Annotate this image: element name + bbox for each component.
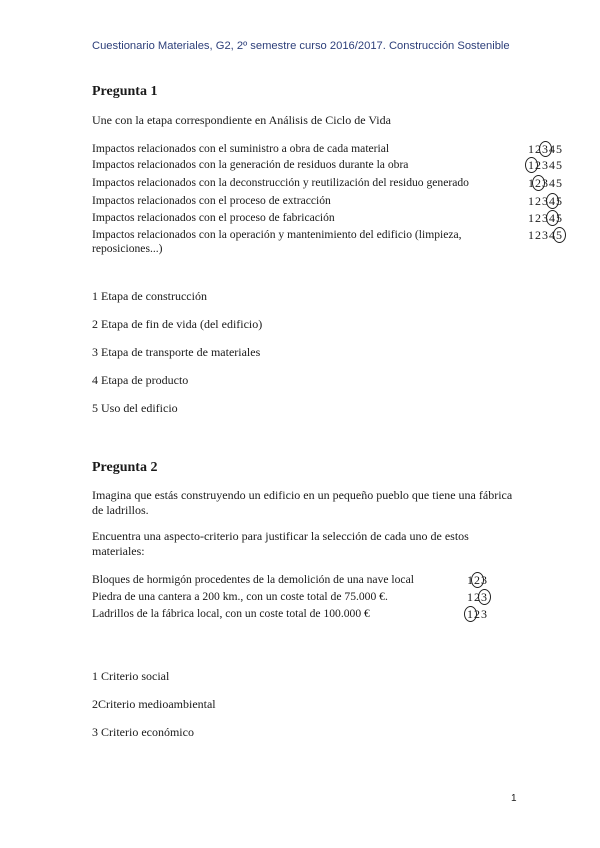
option[interactable]: 3 xyxy=(542,176,548,190)
question-2-title: Pregunta 2 xyxy=(92,460,158,475)
option[interactable]: 4 xyxy=(549,176,555,190)
question-1-title: Pregunta 1 xyxy=(92,84,158,99)
question-2-item-options xyxy=(466,607,487,621)
option[interactable]: 2 xyxy=(535,142,541,156)
option[interactable]: 3 xyxy=(481,607,487,621)
question-2-item xyxy=(92,607,487,621)
question-1-item xyxy=(92,142,562,156)
selected-option[interactable]: 5 xyxy=(556,228,562,242)
selected-option[interactable]: 3 xyxy=(481,590,487,604)
question-1-item-text: Impactos relacionados con el proceso de extracción xyxy=(92,194,331,207)
question-1-item-text: Impactos relacionados con la generación de residuos durante la obra xyxy=(92,158,409,171)
option[interactable]: 1 xyxy=(528,194,534,208)
option[interactable]: 5 xyxy=(556,176,562,190)
option[interactable]: 2 xyxy=(535,211,541,225)
question-1-legend-item: 5 Uso del edificio xyxy=(92,401,178,415)
question-1-legend-item: 1 Etapa de construcción xyxy=(92,289,207,303)
selected-option[interactable]: 1 xyxy=(528,158,534,172)
option[interactable]: 1 xyxy=(467,590,473,604)
question-1-item-text: Impactos relacionados con el suministro a obra de cada material xyxy=(92,142,390,155)
question-1-item xyxy=(92,176,562,190)
option[interactable]: 5 xyxy=(556,194,562,208)
selected-option[interactable]: 4 xyxy=(549,211,555,225)
question-2-legend-item: 1 Criterio social xyxy=(92,669,170,683)
question-1-item xyxy=(92,194,562,208)
question-1-item xyxy=(92,228,562,256)
question-1-item xyxy=(92,158,562,172)
selected-option[interactable]: 2 xyxy=(535,176,541,190)
selected-option[interactable]: 1 xyxy=(467,607,473,621)
option[interactable]: 3 xyxy=(542,194,548,208)
option[interactable]: 5 xyxy=(556,142,562,156)
question-1-item-text: Impactos relacionados con la operación y mantenimiento del edificio (limpieza, reposiciones...) xyxy=(92,228,462,255)
option[interactable]: 5 xyxy=(556,158,562,172)
option[interactable]: 5 xyxy=(556,211,562,225)
question-2-item-text: Ladrillos de la fábrica local, con un coste total de 100.000 € xyxy=(92,607,370,620)
question-2-intro: Imagina que estás construyendo un edificio en un pequeño pueblo que tiene una fábrica de ladrillos. xyxy=(92,488,513,517)
option[interactable]: 3 xyxy=(542,211,548,225)
option[interactable]: 2 xyxy=(474,607,480,621)
option[interactable]: 1 xyxy=(467,573,473,587)
question-1-item-options xyxy=(527,211,562,225)
question-1-item xyxy=(92,211,562,225)
option[interactable]: 1 xyxy=(528,211,534,225)
option[interactable]: 1 xyxy=(528,228,534,242)
option[interactable]: 3 xyxy=(481,573,487,587)
question-2-legend-item: 2Criterio medioambiental xyxy=(92,697,216,711)
selected-option[interactable]: 3 xyxy=(542,142,548,156)
question-1-item-options xyxy=(527,176,562,190)
option[interactable]: 4 xyxy=(549,158,555,172)
question-2-item-text: Bloques de hormigón procedentes de la demolición de una nave local xyxy=(92,573,414,586)
option[interactable]: 3 xyxy=(542,228,548,242)
selected-option[interactable]: 2 xyxy=(474,573,480,587)
question-1-legend-item: 3 Etapa de transporte de materiales xyxy=(92,345,261,359)
question-2-item-options xyxy=(466,590,487,604)
question-2-item-options xyxy=(466,573,487,587)
question-1-item-options xyxy=(527,194,562,208)
question-1-item-options xyxy=(527,142,562,156)
document-header: Cuestionario Materiales, G2, 2º semestre curso 2016/2017. Construcción Sostenible xyxy=(92,40,510,52)
question-1-item-text: Impactos relacionados con el proceso de fabricación xyxy=(92,211,335,224)
option[interactable]: 1 xyxy=(528,142,534,156)
question-1-legend-item: 4 Etapa de producto xyxy=(92,373,189,387)
question-2-item xyxy=(92,590,487,604)
option[interactable]: 2 xyxy=(535,228,541,242)
question-1-legend-item: 2 Etapa de fin de vida (del edificio) xyxy=(92,317,263,331)
option[interactable]: 4 xyxy=(549,228,555,242)
question-1-item-text: Impactos relacionados con la deconstrucción y reutilización del residuo generado xyxy=(92,176,469,189)
option[interactable]: 2 xyxy=(535,158,541,172)
question-2-item-text: Piedra de una cantera a 200 km., con un coste total de 75.000 €. xyxy=(92,590,388,603)
option[interactable]: 1 xyxy=(528,176,534,190)
question-1-instruction: Une con la etapa correspondiente en Análisis de Ciclo de Vida xyxy=(92,113,391,127)
option[interactable]: 2 xyxy=(474,590,480,604)
option[interactable]: 4 xyxy=(549,142,555,156)
question-1-item-options xyxy=(527,158,562,172)
question-2-legend-item: 3 Criterio económico xyxy=(92,725,194,739)
option[interactable]: 3 xyxy=(542,158,548,172)
question-1-item-options xyxy=(527,228,562,242)
page-number: 1 xyxy=(511,793,517,804)
option[interactable]: 2 xyxy=(535,194,541,208)
question-2-item xyxy=(92,573,487,587)
selected-option[interactable]: 4 xyxy=(549,194,555,208)
question-2-instruction: Encuentra una aspecto-criterio para justificar la selección de cada uno de estos materiales: xyxy=(92,529,469,558)
